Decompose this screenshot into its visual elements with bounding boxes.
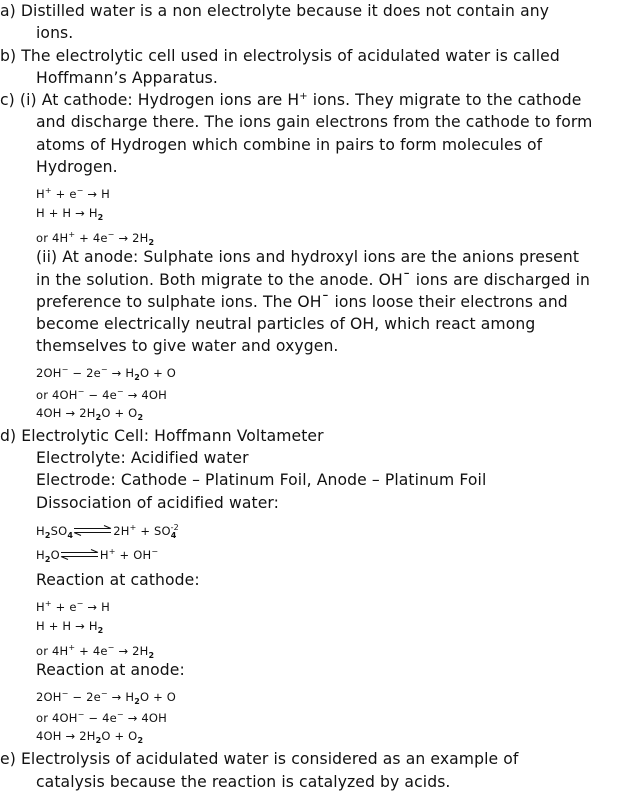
answer-b-text-2: Hoffmann’s Apparatus.	[36, 69, 218, 87]
answer-c-text-3: atoms of Hydrogen which combine in pairs to form molecules of	[36, 136, 543, 154]
equation-c-anode-2: or 4OH− − 4e− → 4OH	[36, 387, 168, 402]
answer-c-text-4: Hydrogen.	[36, 158, 118, 176]
answer-a-text-1: Distilled water is a non electrolyte because it does not contain any	[20, 2, 550, 20]
equation-d-anode-3: $4OH \to 2H_2O + O_2$	[36, 729, 144, 745]
answer-d-cell: Electrolytic Cell: Hoffmann Voltameter	[21, 427, 324, 445]
answer-c-part2-5: themselves to give water and oxygen.	[36, 337, 339, 355]
answer-e-text-1: Electrolysis of acidulated water is considered as an example of	[20, 750, 519, 768]
answer-d-marker: d)	[0, 427, 17, 445]
answer-b-text-1: The electrolytic cell used in electrolysis of acidulated water is called	[21, 47, 560, 65]
equation-c-cathode-1: H+ + e− → H	[36, 186, 110, 201]
equation-dissociation-2: $H_2O$ H+ + OH−	[36, 547, 159, 564]
answer-c-part2-2: in the solution. Both migrate to the anode. OH¯ ions are discharged in	[36, 271, 591, 289]
answer-c-text-1a: (i) At cathode: Hydrogen ions are H	[19, 91, 300, 109]
equilibrium-arrow-icon	[60, 549, 100, 561]
equation-d-cathode-2: $H + H \to H_2$	[36, 619, 104, 635]
answer-e-line-1	[0, 749, 519, 769]
equation-d-anode-2: or 4OH− − 4e− → 4OH	[36, 710, 168, 725]
answer-c-text-2: and discharge there. The ions gain electrons from the cathode to form	[36, 113, 593, 131]
answer-b-line-1	[0, 46, 560, 66]
answer-c-text-1b: ions. They migrate to the cathode	[307, 91, 582, 109]
answer-b-marker: b)	[0, 47, 17, 65]
answer-a-line-1	[0, 1, 549, 21]
equation-d-cathode-1: H+ + e− → H	[36, 599, 110, 614]
equation-dissociation-1: $H_2SO_4$ $2H^+ + SO_4^{-2}$	[36, 523, 179, 540]
equation-c-cathode-3: or $4H^+ + 4e^- \to 2H_2$	[36, 230, 155, 247]
answer-c-part2-3: preference to sulphate ions. The OH¯ ions loose their electrons and	[36, 293, 568, 311]
equation-d-cathode-3: or $4H^+ + 4e^- \to 2H_2$	[36, 643, 155, 660]
equation-d-anode-1: $2OH^- - 2e^- \to H_2O + O$	[36, 689, 177, 706]
answer-d-electrolyte: Electrolyte: Acidified water	[36, 449, 249, 467]
answer-d-line-1	[0, 426, 324, 446]
answer-d-electrode: Electrode: Cathode – Platinum Foil, Anode – Platinum Foil	[36, 471, 487, 489]
answer-e-text-2: catalysis because the reaction is catalyzed by acids.	[36, 773, 451, 791]
equation-c-cathode-2: $H + H \to H_2$	[36, 206, 104, 222]
equation-c-anode-3: $4OH \to 2H_2O + O_2$	[36, 406, 144, 422]
answer-a-text-2: ions.	[36, 24, 74, 42]
answer-d-anode-heading: Reaction at anode:	[36, 661, 185, 679]
h-ion-charge: +	[299, 91, 308, 102]
answer-c-marker: c)	[0, 91, 15, 109]
answer-d-cathode-heading: Reaction at cathode:	[36, 571, 200, 589]
answer-a-marker: a)	[0, 2, 16, 20]
answer-e-marker: e)	[0, 750, 16, 768]
answer-c-part2-4: become electrically neutral particles of OH, which react among	[36, 315, 536, 333]
answer-c-line-1	[0, 90, 581, 110]
answer-d-dissociation-heading: Dissociation of acidified water:	[36, 494, 279, 512]
equilibrium-arrow-icon	[73, 525, 113, 537]
equation-c-anode-1: $2OH^- - 2e^- \to H_2O + O$	[36, 365, 177, 382]
answer-c-part2-1: (ii) At anode: Sulphate ions and hydroxyl ions are the anions present	[36, 248, 580, 266]
